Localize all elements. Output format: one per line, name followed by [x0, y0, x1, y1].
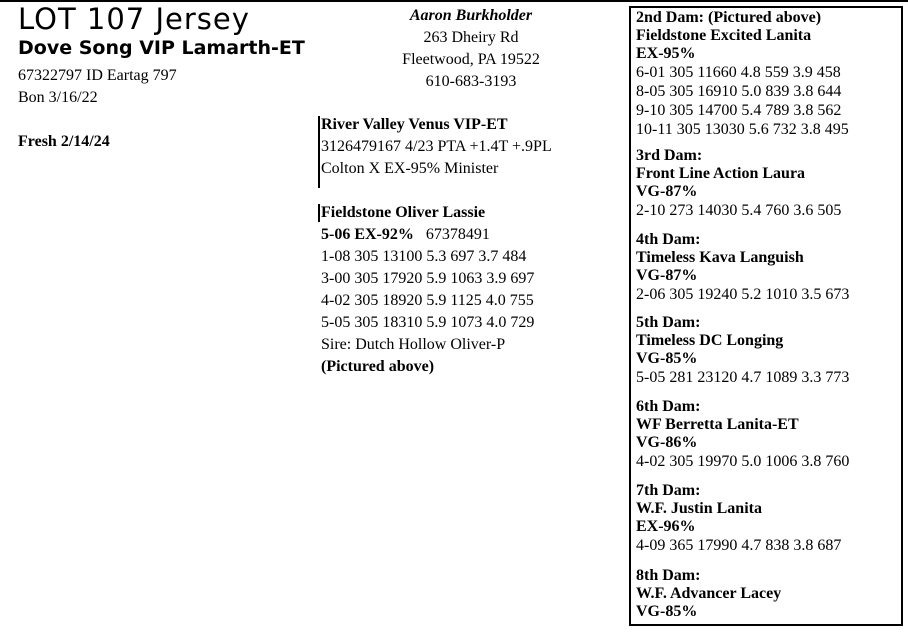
dam-pictured-note: (Pictured above): [321, 358, 435, 375]
dam-record: 2-10 273 14030 5.4 760 3.6 505: [636, 202, 842, 219]
dam-record: 4-02 305 18920 5.9 1125 4.0 755: [321, 292, 534, 309]
dam-class: EX-96%: [636, 518, 696, 535]
owner-phone: 610-683-3193: [425, 73, 517, 90]
cow-id-line: 67322797 ID Eartag 797: [18, 67, 177, 84]
cow-name: Dove Song VIP Lamarth-ET: [18, 37, 305, 59]
owner-name: Aaron Burkholder: [409, 7, 533, 24]
dam-3rd: [636, 147, 841, 220]
dam-record: 10-11 305 13030 5.6 732 3.8 495: [636, 121, 849, 138]
dam-name: Front Line Action Laura: [636, 165, 806, 182]
dam-name: Timeless DC Longing: [636, 332, 784, 349]
dam-label: 3rd Dam:: [636, 147, 703, 164]
dam-classification: 5-06 EX-92%: [321, 226, 414, 243]
dam-2nd: [636, 9, 849, 139]
dam-record: 9-10 305 14700 5.4 789 3.8 562: [636, 102, 842, 119]
dam-class: VG-87%: [636, 183, 698, 200]
dam-name: WF Berretta Lanita-ET: [636, 416, 799, 433]
dam-record: 1-08 305 13100 5.3 697 3.7 484: [321, 248, 527, 265]
sire-pedigree: Colton X EX-95% Minister: [321, 160, 499, 177]
dam-label: 2nd Dam: (Pictured above): [636, 9, 822, 26]
dam-record: 5-05 305 18310 5.9 1073 4.0 729: [321, 314, 535, 331]
dam-record: 8-05 305 16910 5.0 839 3.8 644: [636, 83, 842, 100]
owner-city: Fleetwood, PA 19522: [402, 51, 540, 68]
owner-address: 263 Dheiry Rd: [423, 29, 519, 46]
dam-8th: [636, 567, 781, 621]
sire-bracket: [318, 116, 320, 188]
dam-name: W.F. Advancer Lacey: [636, 585, 782, 602]
dam-5th: [636, 314, 849, 387]
dam-6th: [636, 398, 849, 471]
sire-name: River Valley Venus VIP-ET: [321, 116, 508, 133]
dam-label: 6th Dam:: [636, 398, 701, 415]
dam-registration: 67378491: [425, 226, 490, 243]
dam-record: 2-06 305 19240 5.2 1010 3.5 673: [636, 286, 850, 303]
sire-info: 3126479167 4/23 PTA +1.4T +.9PL: [321, 138, 552, 155]
dam-label: 5th Dam:: [636, 314, 701, 331]
dam-sire: Sire: Dutch Hollow Oliver-P: [321, 336, 506, 353]
dam-bracket: [318, 204, 320, 222]
dam-class: VG-86%: [636, 434, 698, 451]
dam-class: VG-85%: [636, 603, 698, 620]
cow-fresh-date: Fresh 2/14/24: [18, 133, 110, 150]
dam-record: 4-09 365 17990 4.7 838 3.8 687: [636, 537, 842, 554]
dam-4th: [636, 231, 849, 304]
dam-record: 6-01 305 11660 4.8 559 3.9 458: [636, 64, 841, 81]
dam-name: Fieldstone Oliver Lassie: [321, 204, 486, 221]
cow-birth-date: Bon 3/16/22: [18, 89, 98, 106]
dam-label: 8th Dam:: [636, 567, 701, 584]
dam-name: Timeless Kava Languish: [636, 249, 804, 266]
dam-class: EX-95%: [636, 45, 696, 62]
lot-heading: LOT 107 Jersey: [18, 2, 250, 36]
dam-record: 5-05 281 23120 4.7 1089 3.3 773: [636, 369, 850, 386]
dam-7th: [636, 482, 841, 555]
dam-label: 7th Dam:: [636, 482, 701, 499]
dam-name: W.F. Justin Lanita: [636, 500, 762, 517]
dam-name: Fieldstone Excited Lanita: [636, 27, 812, 44]
dam-class: VG-87%: [636, 267, 698, 284]
dam-record: 3-00 305 17920 5.9 1063 3.9 697: [321, 270, 535, 287]
dam-label: 4th Dam:: [636, 231, 701, 248]
owner-block: [368, 5, 574, 93]
dam-record: 4-02 305 19970 5.0 1006 3.8 760: [636, 453, 850, 470]
dam-class: VG-85%: [636, 350, 698, 367]
dam-classification-line: [321, 224, 490, 246]
